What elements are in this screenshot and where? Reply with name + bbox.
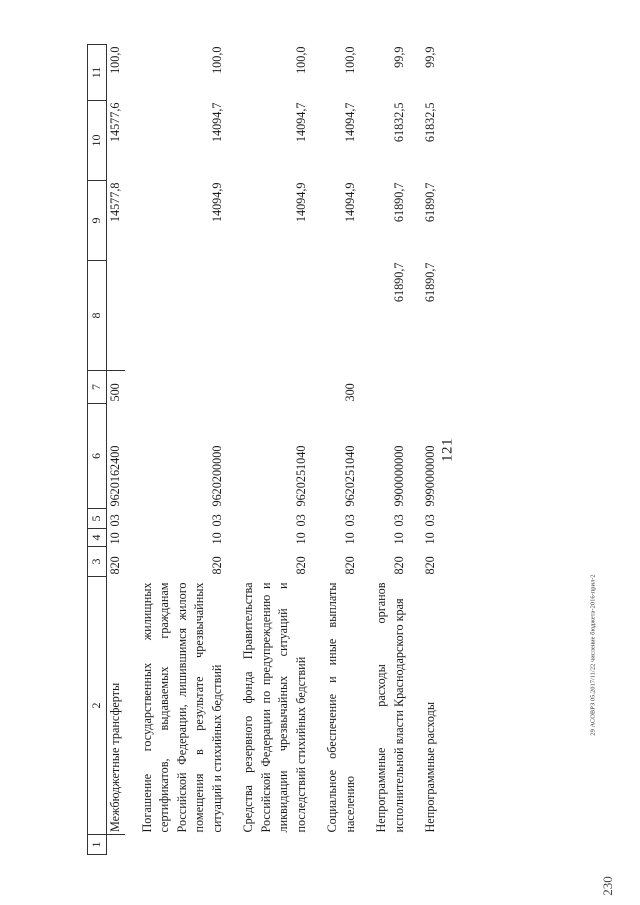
column-header: 5 [88,509,107,529]
value-col-10: 14094,7 [342,102,357,143]
column-header: 10 [88,101,107,181]
section-code: 10 [209,532,224,545]
table-row [310,45,359,855]
value-col-10: 14094,7 [293,102,308,143]
expense-type-code [226,371,310,404]
column-header: 11 [88,45,107,101]
expense-type-code [125,371,227,404]
table-row [107,45,125,855]
subsection-code: 03 [342,514,357,527]
target-article-code: 9990000000 [423,445,437,507]
admin-code: 820 [209,556,224,575]
admin-code: 820 [391,556,406,575]
section-code: 10 [293,532,308,545]
subsection-code: 03 [293,514,308,527]
value-col-8 [125,261,227,371]
table-row [359,45,408,855]
section-code: 10 [391,532,406,545]
budget-table-rotated [87,45,532,855]
expense-type-code [359,371,408,404]
row-index-cell [310,835,359,855]
subsection-code: 03 [209,514,224,527]
row-name: Непрограммные расходы органов исполнительной власти Краснодарского края [374,582,406,833]
row-name: Непрограммные расходы [423,701,437,833]
subsection-code: 03 [391,514,406,527]
target-article-code: 9900000000 [391,445,406,507]
value-col-8 [107,261,125,371]
expense-type-code [408,371,440,404]
value-col-9: 61890,7 [423,182,437,223]
admin-code: 820 [423,556,437,575]
row-name: Погашение государственных жилищных сертификатов, выдаваемых гражданам Российской Федерации, лишившимся жилого помещения в результате чрезвычайных ситуаций и стихийных бедствий [139,582,224,833]
target-article-code: 9620200000 [209,445,224,507]
row-index-cell [226,835,310,855]
value-col-8 [310,261,359,371]
row-name: Межбюджетные трансферты [107,577,125,835]
sheet-number: 230 [599,876,615,896]
value-col-11: 100,0 [108,46,122,74]
row-index-cell [359,835,408,855]
target-article-code: 9620251040 [342,445,357,507]
row-index-cell [107,835,125,855]
value-col-10: 14094,7 [209,102,224,143]
budget-table [87,44,440,855]
column-header: 7 [88,371,107,404]
row-index-cell [408,835,440,855]
value-col-10: 61832,5 [391,102,406,143]
column-header: 1 [88,835,107,855]
row-name: Средства резервного фонда Правительства Российской Федерации по предупреждению и ликвидации чрезвычайных ситуаций и последствий стихийных бедствий [241,582,308,833]
value-col-10: 61832,5 [423,102,437,143]
column-header: 4 [88,529,107,547]
value-col-9: 14094,9 [209,182,224,223]
column-header: 8 [88,261,107,371]
column-header: 9 [88,181,107,261]
target-article-code: 9620162400 [108,445,122,507]
header-row [88,45,107,855]
value-col-11: 100,0 [209,46,224,74]
page-number: 121 [439,438,456,462]
table-row [408,45,440,855]
value-col-9: 14577,8 [108,182,122,223]
table-row [226,45,310,855]
admin-code: 820 [293,556,308,575]
value-col-9: 14094,9 [342,182,357,223]
column-header: 2 [88,577,107,835]
value-col-11: 100,0 [342,46,357,74]
admin-code: 820 [108,556,122,575]
value-col-8: 61890,7 [423,262,437,303]
value-col-9: 14094,9 [293,182,308,223]
document-stamp: 29 АСОВРЗ 05.2017/11/22 числение бюджета-2016-прил-2 [589,574,597,736]
target-article-code: 9620251040 [293,445,308,507]
row-index-cell [125,835,227,855]
column-header: 6 [88,404,107,509]
row-name: Социальное обеспечение и иные выплаты населению [325,582,357,833]
section-code: 10 [423,532,437,545]
expense-type-code: 500 [107,371,125,404]
value-col-11: 99,9 [423,46,437,68]
value-col-8 [226,261,310,371]
value-col-10: 14577,6 [108,102,122,143]
admin-code: 820 [342,556,357,575]
column-header: 3 [88,547,107,577]
value-col-11: 100,0 [293,46,308,74]
subsection-code: 03 [423,514,437,527]
subsection-code: 03 [108,514,122,527]
value-col-8: 61890,7 [391,262,406,303]
section-code: 10 [108,532,122,545]
table-row [125,45,227,855]
value-col-11: 99,9 [391,46,406,68]
value-col-9: 61890,7 [391,182,406,223]
expense-type-code: 300 [342,383,357,402]
section-code: 10 [342,532,357,545]
